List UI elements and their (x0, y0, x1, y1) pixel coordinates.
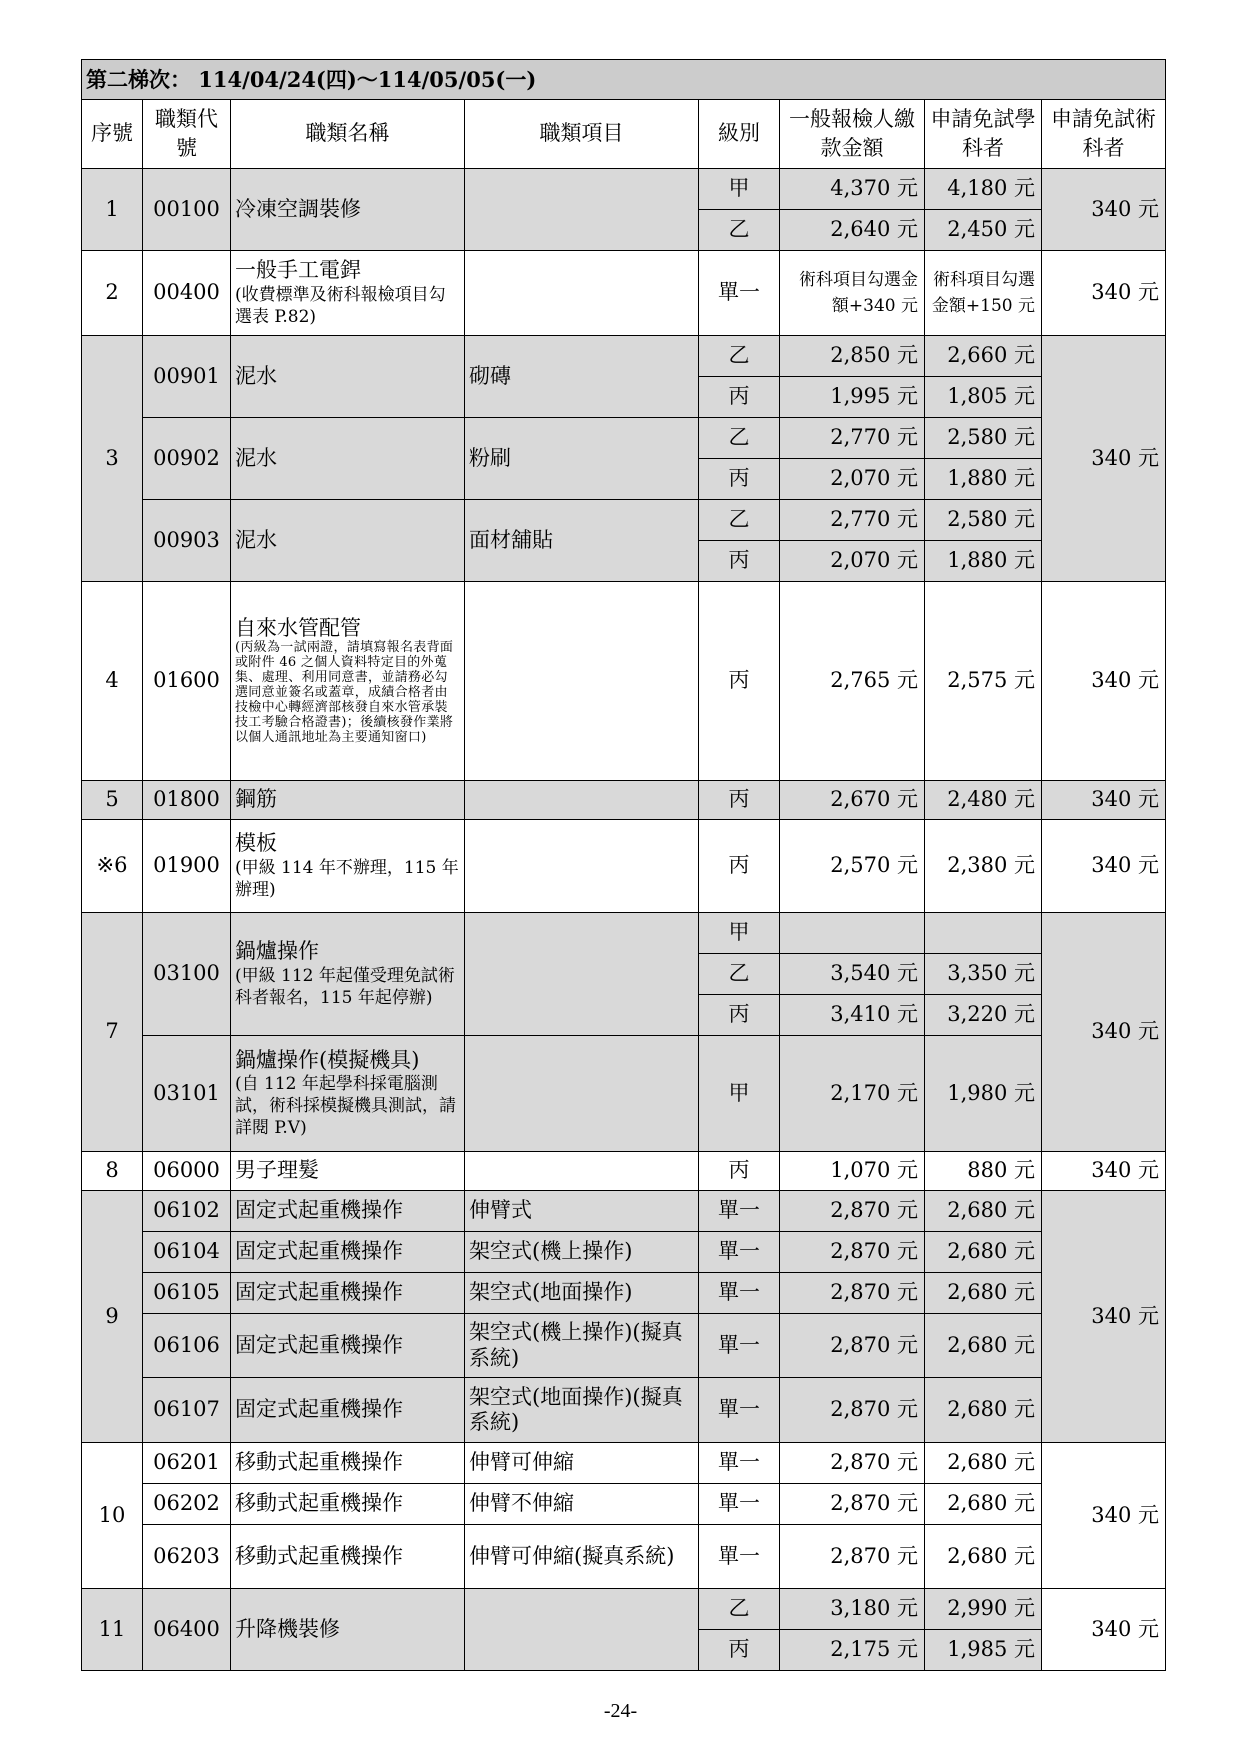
general-fee-cell: 3,540 元 (780, 954, 925, 995)
level-cell: 單一 (699, 1378, 780, 1443)
item-cell (465, 169, 699, 251)
general-fee-cell: 1,995 元 (780, 377, 925, 418)
level-cell: 甲 (699, 1036, 780, 1152)
code-cell: 06400 (143, 1589, 231, 1671)
page-number: -24- (603, 1700, 638, 1722)
seq-cell: 1 (82, 169, 143, 251)
exempt-practical-cell: 340 元 (1042, 336, 1166, 582)
name-cell (231, 913, 465, 1036)
name-cell: 固定式起重機操作 (231, 1273, 465, 1314)
level-cell: 單一 (699, 1273, 780, 1314)
exempt-practical-cell: 340 元 (1042, 251, 1166, 336)
exempt-theory-cell: 2,575 元 (925, 582, 1042, 781)
item-cell (465, 1589, 699, 1671)
name-cell: 移動式起重機操作 (231, 1484, 465, 1525)
table-row (82, 1152, 1166, 1191)
general-fee-cell: 2,870 元 (780, 1525, 925, 1589)
level-cell: 乙 (699, 418, 780, 459)
general-fee-cell: 2,070 元 (780, 541, 925, 582)
level-cell: 丙 (699, 582, 780, 781)
name-cell (231, 1036, 465, 1152)
name-cell: 泥水 (231, 418, 465, 500)
level-cell: 甲 (699, 913, 780, 954)
name-cell: 男子理髮 (231, 1152, 465, 1191)
code-cell: 01900 (143, 820, 231, 913)
exempt-theory-cell: 2,680 元 (925, 1378, 1042, 1443)
item-cell (465, 781, 699, 820)
general-fee-cell: 2,870 元 (780, 1484, 925, 1525)
header-seq: 序號 (82, 100, 143, 169)
seq-cell: 3 (82, 336, 143, 582)
seq-cell: 2 (82, 251, 143, 336)
level-cell: 單一 (699, 251, 780, 336)
general-fee-cell: 3,180 元 (780, 1589, 925, 1630)
item-cell (465, 582, 699, 781)
exempt-practical-cell: 340 元 (1042, 1152, 1166, 1191)
general-fee-cell: 2,765 元 (780, 582, 925, 781)
exempt-practical-cell: 340 元 (1042, 1443, 1166, 1589)
exempt-practical-cell: 340 元 (1042, 1589, 1166, 1671)
name-cell: 固定式起重機操作 (231, 1232, 465, 1273)
exempt-theory-cell: 2,680 元 (925, 1525, 1042, 1589)
code-cell: 03100 (143, 913, 231, 1036)
general-fee-cell: 2,670 元 (780, 781, 925, 820)
level-cell: 丙 (699, 377, 780, 418)
general-fee-cell: 術科項目勾選金額+340 元 (780, 251, 925, 336)
general-fee-cell: 2,175 元 (780, 1630, 925, 1671)
table-row (82, 418, 1166, 459)
header-exempt-practical: 申請免試術科者 (1042, 100, 1166, 169)
general-fee-cell: 4,370 元 (780, 169, 925, 210)
code-cell: 06102 (143, 1191, 231, 1232)
general-fee-cell: 2,870 元 (780, 1232, 925, 1273)
code-cell: 01800 (143, 781, 231, 820)
name-cell: 移動式起重機操作 (231, 1525, 465, 1589)
level-cell: 乙 (699, 954, 780, 995)
seq-cell: 9 (82, 1191, 143, 1443)
exempt-theory-cell: 3,350 元 (925, 954, 1042, 995)
item-cell (465, 1036, 699, 1152)
item-cell (465, 820, 699, 913)
header-level: 級別 (699, 100, 780, 169)
item-cell: 架空式(機上操作) (465, 1232, 699, 1273)
level-cell: 丙 (699, 459, 780, 500)
level-cell: 乙 (699, 210, 780, 251)
name-text: 鍋爐操作 (235, 939, 319, 964)
exempt-theory-cell: 2,680 元 (925, 1484, 1042, 1525)
name-cell (231, 820, 465, 913)
exempt-theory-cell: 2,450 元 (925, 210, 1042, 251)
exempt-theory-cell: 2,380 元 (925, 820, 1042, 913)
exempt-practical-cell: 340 元 (1042, 582, 1166, 781)
table-row (82, 1484, 1166, 1525)
name-cell: 鋼筋 (231, 781, 465, 820)
table-row (82, 1525, 1166, 1589)
general-fee-cell: 2,870 元 (780, 1273, 925, 1314)
seq-cell: 5 (82, 781, 143, 820)
general-fee-cell: 2,870 元 (780, 1191, 925, 1232)
general-fee-cell: 2,770 元 (780, 500, 925, 541)
level-cell: 單一 (699, 1525, 780, 1589)
name-cell: 泥水 (231, 336, 465, 418)
general-fee-cell: 2,850 元 (780, 336, 925, 377)
table-row (82, 251, 1166, 336)
name-text: 自來水管配管 (235, 616, 361, 641)
general-fee-cell: 2,170 元 (780, 1036, 925, 1152)
level-cell: 單一 (699, 1314, 780, 1378)
seq-cell: 4 (82, 582, 143, 781)
general-fee-cell: 2,870 元 (780, 1378, 925, 1443)
exempt-theory-cell: 1,980 元 (925, 1036, 1042, 1152)
code-cell: 00100 (143, 169, 231, 251)
general-fee-cell: 2,570 元 (780, 820, 925, 913)
item-cell (465, 1152, 699, 1191)
exempt-theory-cell: 880 元 (925, 1152, 1042, 1191)
code-cell: 00903 (143, 500, 231, 582)
seq-cell: 7 (82, 913, 143, 1152)
item-cell: 架空式(地面操作)(擬真系統) (465, 1378, 699, 1443)
level-cell: 單一 (699, 1443, 780, 1484)
name-cell: 固定式起重機操作 (231, 1191, 465, 1232)
general-fee-cell-blank (780, 913, 925, 954)
general-fee-cell: 2,070 元 (780, 459, 925, 500)
exempt-theory-cell: 1,805 元 (925, 377, 1042, 418)
header-code: 職類代號 (143, 100, 231, 169)
code-cell: 01600 (143, 582, 231, 781)
name-cell: 移動式起重機操作 (231, 1443, 465, 1484)
exempt-theory-cell: 1,880 元 (925, 541, 1042, 582)
level-cell: 丙 (699, 995, 780, 1036)
level-cell: 單一 (699, 1484, 780, 1525)
exempt-practical-cell: 340 元 (1042, 1191, 1166, 1443)
level-cell: 乙 (699, 500, 780, 541)
level-cell: 單一 (699, 1232, 780, 1273)
exempt-theory-cell: 4,180 元 (925, 169, 1042, 210)
item-cell: 面材舖貼 (465, 500, 699, 582)
name-cell: 固定式起重機操作 (231, 1314, 465, 1378)
name-cell (231, 251, 465, 336)
item-cell (465, 251, 699, 336)
code-cell: 06105 (143, 1273, 231, 1314)
schedule-title: 第二梯次： 114/04/24(四)～114/05/05(一) (82, 60, 1166, 100)
level-cell: 丙 (699, 781, 780, 820)
exempt-theory-cell: 2,480 元 (925, 781, 1042, 820)
exempt-practical-cell: 340 元 (1042, 820, 1166, 913)
exempt-theory-cell: 2,660 元 (925, 336, 1042, 377)
code-cell: 06203 (143, 1525, 231, 1589)
level-cell: 丙 (699, 541, 780, 582)
level-cell: 甲 (699, 169, 780, 210)
general-fee-cell: 1,070 元 (780, 1152, 925, 1191)
name-note: (甲級 112 年起僅受理免試術科者報名，115 年起停辦) (235, 965, 455, 1008)
general-fee-cell: 2,870 元 (780, 1443, 925, 1484)
item-cell: 伸臂可伸縮 (465, 1443, 699, 1484)
table-row (82, 500, 1166, 541)
exempt-theory-cell: 2,680 元 (925, 1191, 1042, 1232)
table-row (82, 1232, 1166, 1273)
exempt-theory-cell: 2,680 元 (925, 1443, 1042, 1484)
exempt-practical-cell: 340 元 (1042, 781, 1166, 820)
header-general-fee: 一般報檢人繳款金額 (780, 100, 925, 169)
item-cell: 粉刷 (465, 418, 699, 500)
code-cell: 00902 (143, 418, 231, 500)
exempt-theory-cell: 2,680 元 (925, 1314, 1042, 1378)
table-row (82, 913, 1166, 954)
exempt-theory-cell: 2,680 元 (925, 1273, 1042, 1314)
code-cell: 06107 (143, 1378, 231, 1443)
item-cell: 砌磚 (465, 336, 699, 418)
general-fee-cell: 2,870 元 (780, 1314, 925, 1378)
item-cell: 伸臂式 (465, 1191, 699, 1232)
code-cell: 06201 (143, 1443, 231, 1484)
header-name: 職類名稱 (231, 100, 465, 169)
general-fee-cell: 2,770 元 (780, 418, 925, 459)
seq-cell: 10 (82, 1443, 143, 1589)
name-note: (丙級為一試兩證，請填寫報名表背面或附件 46 之個人資料特定目的外蒐集、處理、利用同意書，並請務必勾選同意並簽名或蓋章，成績合格者由技檢中心轉經濟部核發自來水管承裝技工考驗合格證書)；後續核發作業將以個人通訊地址為主要通知窗口) (235, 640, 454, 745)
header-item: 職類項目 (465, 100, 699, 169)
level-cell: 乙 (699, 1589, 780, 1630)
name-note: (收費標準及術科報檢項目勾選表 P.82) (235, 284, 446, 327)
item-cell (465, 913, 699, 1036)
exempt-practical-cell: 340 元 (1042, 169, 1166, 251)
code-cell: 00400 (143, 251, 231, 336)
exempt-theory-cell: 2,680 元 (925, 1232, 1042, 1273)
level-cell: 單一 (699, 1191, 780, 1232)
code-cell: 06106 (143, 1314, 231, 1378)
exempt-theory-cell: 2,580 元 (925, 500, 1042, 541)
seq-cell: 8 (82, 1152, 143, 1191)
level-cell: 丙 (699, 1630, 780, 1671)
name-text: 模板 (235, 831, 277, 856)
code-cell: 00901 (143, 336, 231, 418)
general-fee-cell: 2,640 元 (780, 210, 925, 251)
exempt-theory-cell: 1,880 元 (925, 459, 1042, 500)
item-cell: 架空式(機上操作)(擬真系統) (465, 1314, 699, 1378)
code-cell: 03101 (143, 1036, 231, 1152)
exempt-theory-cell: 1,985 元 (925, 1630, 1042, 1671)
table-row (82, 1443, 1166, 1484)
exempt-theory-cell: 2,580 元 (925, 418, 1042, 459)
code-cell: 06000 (143, 1152, 231, 1191)
fee-table-sheet (81, 59, 1165, 1671)
exempt-theory-cell: 術科項目勾選金額+150 元 (925, 251, 1042, 336)
table-row (82, 1378, 1166, 1443)
item-cell: 伸臂可伸縮(擬真系統) (465, 1525, 699, 1589)
table-row (82, 582, 1166, 781)
level-cell: 丙 (699, 820, 780, 913)
table-row (82, 1273, 1166, 1314)
table-row (82, 820, 1166, 913)
table-row (82, 1314, 1166, 1378)
name-cell: 升降機裝修 (231, 1589, 465, 1671)
name-cell (231, 582, 465, 781)
header-exempt-theory: 申請免試學科者 (925, 100, 1042, 169)
name-note: (甲級 114 年不辦理，115 年辦理) (235, 857, 459, 900)
item-cell: 伸臂不伸縮 (465, 1484, 699, 1525)
item-cell: 架空式(地面操作) (465, 1273, 699, 1314)
table-row (82, 1191, 1166, 1232)
exempt-theory-cell: 2,990 元 (925, 1589, 1042, 1630)
code-cell: 06202 (143, 1484, 231, 1525)
level-cell: 丙 (699, 1152, 780, 1191)
fee-table (81, 59, 1166, 1671)
name-text: 鍋爐操作(模擬機具) (235, 1047, 420, 1072)
table-row (82, 336, 1166, 377)
name-cell: 泥水 (231, 500, 465, 582)
table-row (82, 1036, 1166, 1152)
exempt-theory-cell: 3,220 元 (925, 995, 1042, 1036)
exempt-theory-cell-blank (925, 913, 1042, 954)
name-cell: 冷凍空調裝修 (231, 169, 465, 251)
name-text: 一般手工電銲 (235, 258, 361, 283)
name-note: (自 112 年起學科採電腦測試，術科採模擬機具測試，請詳閱 P.Ⅴ) (235, 1073, 456, 1139)
exempt-practical-cell: 340 元 (1042, 913, 1166, 1152)
name-cell: 固定式起重機操作 (231, 1378, 465, 1443)
general-fee-cell: 3,410 元 (780, 995, 925, 1036)
table-row (82, 1589, 1166, 1630)
seq-cell: ※6 (82, 820, 143, 913)
code-cell: 06104 (143, 1232, 231, 1273)
seq-cell: 11 (82, 1589, 143, 1671)
level-cell: 乙 (699, 336, 780, 377)
table-row (82, 781, 1166, 820)
table-row (82, 169, 1166, 210)
